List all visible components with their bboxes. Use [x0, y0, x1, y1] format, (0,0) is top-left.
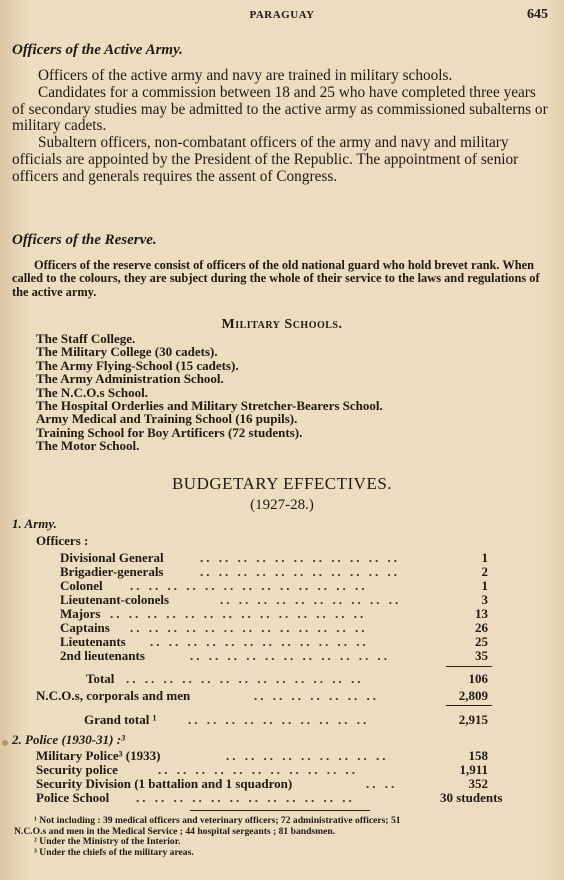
- row-value: 35: [475, 648, 488, 663]
- footnote: N.C.O.s and men in the Medical Service ; 44 hospital sergeants ; 81 bandsmen.: [14, 825, 336, 837]
- row-value: 1: [481, 578, 488, 593]
- grand-total-row: .. .. .. .. .. .. .. .. .. .. Grand total ¹: [84, 712, 370, 727]
- table-row: .. .. .. .. .. .. .. .. .. .. .. Divisional General: [60, 550, 400, 565]
- table-row: .. .. .. .. .. .. .. .. .. .. .. .. .. Colonel: [60, 578, 368, 593]
- row-label: Lieutenant-colonels: [60, 592, 170, 607]
- row-label: Total: [86, 671, 115, 686]
- officers-label: Officers :: [36, 533, 89, 548]
- paragraph: Subaltern officers, non-combatant officers of the army and navy and military officials are appointed by the President of the Republic. The appointment of senior officers and generals requires the assent of Congress.: [12, 134, 519, 185]
- reserve-text: [12, 259, 552, 299]
- table-row: .. .. .. .. .. .. .. .. .. .. .. .. Lieutenants: [60, 634, 369, 649]
- table-row: .. .. .. .. .. .. .. .. .. .. .. Security police: [36, 762, 358, 777]
- table-row: .. .. Security Division (1 battalion and 1 squadron): [36, 776, 398, 791]
- row-value: 13: [475, 606, 488, 621]
- paragraph: Officers of the active army and navy are trained in military schools.: [38, 67, 453, 84]
- school-item: The Army Administration School.: [36, 371, 224, 387]
- row-label: Military Police³ (1933): [36, 748, 161, 763]
- school-item: The Army Flying-School (15 cadets).: [36, 357, 239, 373]
- row-label: Majors: [60, 606, 101, 621]
- school-item: The N.C.O.s School.: [36, 384, 148, 400]
- table-row: .. .. .. .. .. .. .. .. .. .. .. 2nd lieutenants: [60, 648, 390, 663]
- sum-rule: [446, 666, 492, 667]
- active-army-heading: Officers of the Active Army.: [12, 42, 183, 58]
- school-item: The Military College (30 cadets).: [36, 344, 218, 360]
- row-value: 2,809: [458, 688, 488, 703]
- row-value: 30 students: [440, 790, 503, 805]
- military-schools-heading: Military Schools.: [221, 317, 343, 332]
- footnote: ³ Under the chiefs of the military areas.: [34, 846, 194, 858]
- active-army-text: [12, 68, 550, 186]
- row-value: 352: [468, 776, 488, 791]
- row-value: 1,911: [459, 762, 488, 777]
- table-row: .. .. .. .. .. .. .. N.C.O.s, corporals and men: [36, 688, 379, 703]
- school-item: The Staff College.: [36, 331, 136, 346]
- row-label: 2nd lieutenants: [60, 648, 145, 663]
- budget-year: (1927-28.): [250, 497, 314, 513]
- row-label: Police School: [36, 790, 110, 805]
- running-header: PARAGUAY: [249, 9, 315, 21]
- reserve-heading: Officers of the Reserve.: [12, 232, 157, 248]
- row-value: 1: [481, 550, 488, 565]
- page-blemish: [2, 740, 8, 746]
- table-row: .. .. .. .. .. .. .. .. .. .. .. .. Police School: [36, 790, 355, 805]
- army-section-label: 1. Army.: [12, 516, 57, 531]
- row-label: Security police: [36, 762, 118, 777]
- paragraph: Candidates for a commission between 18 and 25 who have completed three years of secondary studies may be admitted to the active army as commissioned subalterns or military cadets.: [12, 83, 548, 135]
- row-label: Brigadier-generals: [60, 564, 164, 579]
- school-item: Army Medical and Training School (16 pupils).: [36, 411, 298, 427]
- row-value: 25: [475, 634, 488, 649]
- table-row: .. .. .. .. .. .. .. .. .. .. .. .. .. Captains: [60, 620, 368, 635]
- school-item: The Hospital Orderlies and Military Stretcher-Bearers School.: [36, 398, 383, 414]
- row-label: Divisional General: [60, 550, 164, 565]
- table-row: .. .. .. .. .. .. .. .. .. .. .. .. .. .. Majors: [60, 606, 367, 621]
- footnote-divider: [190, 810, 370, 811]
- school-item: The Motor School.: [36, 438, 140, 454]
- row-value: 26: [475, 620, 488, 635]
- row-label: Lieutenants: [60, 634, 126, 649]
- military-schools-list: [36, 332, 383, 453]
- total-row: .. .. .. .. .. .. .. .. .. .. .. .. .. Total: [86, 671, 364, 686]
- table-row: .. .. .. .. .. .. .. .. .. Military Police³ (1933): [36, 748, 389, 763]
- table-row: .. .. .. .. .. .. .. .. .. .. .. Brigadier-generals: [60, 564, 400, 579]
- sum-rule: [446, 705, 492, 706]
- row-label: Grand total ¹: [84, 712, 157, 727]
- row-label: Security Division (1 battalion and 1 squadron): [36, 776, 293, 791]
- budget-heading: BUDGETARY EFFECTIVES.: [171, 474, 393, 493]
- footnotes: [14, 816, 554, 858]
- police-section-label: 2. Police (1930-31) :³: [12, 732, 125, 747]
- row-value: 106: [468, 671, 488, 686]
- row-value: 2,915: [458, 712, 488, 727]
- table-row: .. .. .. .. .. .. .. .. .. .. Lieutenant-colonels: [60, 592, 402, 607]
- school-item: Training School for Boy Artificers (72 students).: [36, 424, 303, 440]
- row-label: Captains: [60, 620, 110, 635]
- footnote: ² Under the Ministry of the Interior.: [34, 836, 181, 847]
- row-value: 3: [481, 592, 488, 607]
- page-number: 645: [527, 7, 548, 22]
- paragraph: Officers of the reserve consist of officers of the old national guard who hold brevet rank. When called to the colours, they are subject during the whole of their service to the laws and regulations of the active army.: [12, 258, 540, 299]
- row-label: N.C.O.s, corporals and men: [36, 688, 191, 703]
- row-value: 158: [468, 748, 488, 763]
- footnote: ¹ Not including : 39 medical officers and veterinary officers; 72 administrative officers; 51: [34, 815, 401, 826]
- row-label: Colonel: [60, 578, 103, 593]
- row-value: 2: [481, 564, 488, 579]
